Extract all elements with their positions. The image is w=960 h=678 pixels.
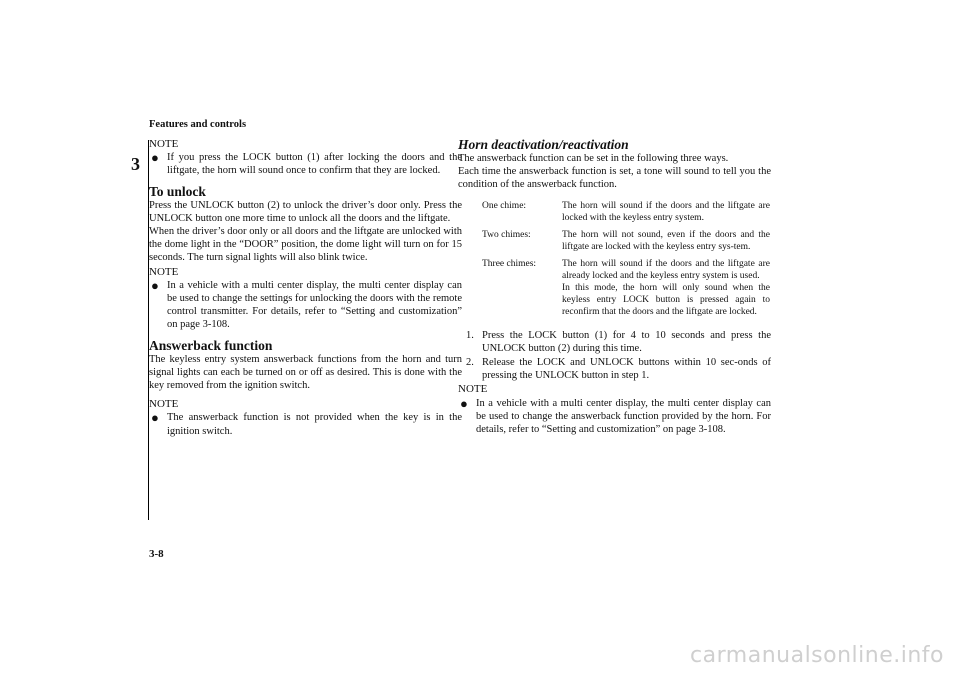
note-text: In a vehicle with a multi center display, the multi center display can be used to change the settings for unlocking the doors with the remote control transmitter. For details, refer to “Setting and customization” on page 3-108. [167, 279, 462, 331]
chime-label: Two chimes: [482, 229, 531, 240]
paragraph: The answerback function can be set in the following three ways. [458, 153, 729, 164]
section-heading-horn: Horn deactivation/reactivation [458, 137, 629, 152]
note-bullet [149, 279, 462, 332]
chime-row [482, 200, 770, 229]
note-bullet [149, 411, 462, 437]
chime-table [482, 200, 770, 323]
bullet-icon: ● [460, 395, 468, 411]
note-text: In a vehicle with a multi center display, the multi center display can be used to change the answerback function provided by the horn. For details, refer to “Setting and customization” on page 3-108. [476, 397, 771, 436]
note-bullet [149, 151, 462, 177]
step-item [458, 356, 771, 382]
note-text: The answerback function is not provided when the key is in the ignition switch. [167, 412, 462, 437]
steps-list [458, 329, 771, 383]
bullet-icon: ● [151, 277, 159, 293]
paragraph: Each time the answerback function is set, a tone will sound to tell you the condition of the answerback function. [458, 166, 771, 191]
bullet-icon: ● [151, 150, 159, 166]
chime-description: The horn will sound if the doors and the liftgate are locked with the keyless entry system. [562, 200, 770, 223]
step-number: 1. [466, 329, 474, 341]
step-item [458, 329, 771, 355]
running-header: Features and controls [149, 119, 247, 130]
chime-row [482, 258, 770, 323]
chime-description-line: The horn will sound if the doors and the liftgate are already locked and the keyless entry system is used. [562, 258, 770, 281]
right-column [458, 137, 771, 436]
chime-label: One chime: [482, 200, 527, 211]
chime-description-line: In this mode, the horn will only sound when the keyless entry LOCK button is pressed again to reconfirm that the doors and the liftgate are locked. [562, 282, 770, 317]
note-bullet [458, 397, 771, 437]
step-text: Release the LOCK and UNLOCK buttons within 10 sec-onds of pressing the UNLOCK button in step 1. [482, 357, 771, 382]
chapter-number: 3 [131, 154, 140, 174]
section-heading-answerback: Answerback function [149, 337, 273, 353]
step-text: Press the LOCK button (1) for 4 to 10 seconds and press the UNLOCK button (2) during this time. [482, 329, 771, 354]
paragraph: The keyless entry system answerback functions from the horn and turn signal lights can each be turned on or off as desired. This is done with the key removed from the ignition switch. [149, 353, 462, 392]
paragraph: When the driver’s door only or all doors and the liftgate are unlocked with the dome light in the “DOOR” position, the dome light will turn on for 15 seconds. The turn signal lights will also blink twice. [149, 226, 462, 264]
step-number: 2. [466, 357, 474, 369]
chime-description [562, 258, 770, 323]
note-text: If you press the LOCK button (1) after locking the doors and the liftgate, the horn will sound once to confirm that they are locked. [167, 152, 462, 177]
note-label: NOTE [149, 398, 179, 411]
watermark: carmanualsonline.info [690, 643, 944, 668]
chime-row [482, 229, 770, 258]
chime-description: The horn will not sound, even if the doors and the liftgate are locked with the keyless entry sys-tem. [562, 229, 770, 252]
note-label: NOTE [458, 383, 488, 396]
page-number: 3-8 [149, 548, 164, 560]
note-label: NOTE [149, 265, 179, 278]
chapter-tab [128, 140, 149, 520]
note-label: NOTE [149, 138, 179, 150]
paragraph: Press the UNLOCK button (2) to unlock the driver’s door only. Press the UNLOCK button one more time to unlock all the doors and the liftgate. [149, 199, 462, 224]
chime-label: Three chimes: [482, 258, 537, 269]
left-column [149, 137, 462, 438]
section-heading-unlock: To unlock [149, 183, 206, 199]
bullet-icon: ● [151, 410, 159, 426]
